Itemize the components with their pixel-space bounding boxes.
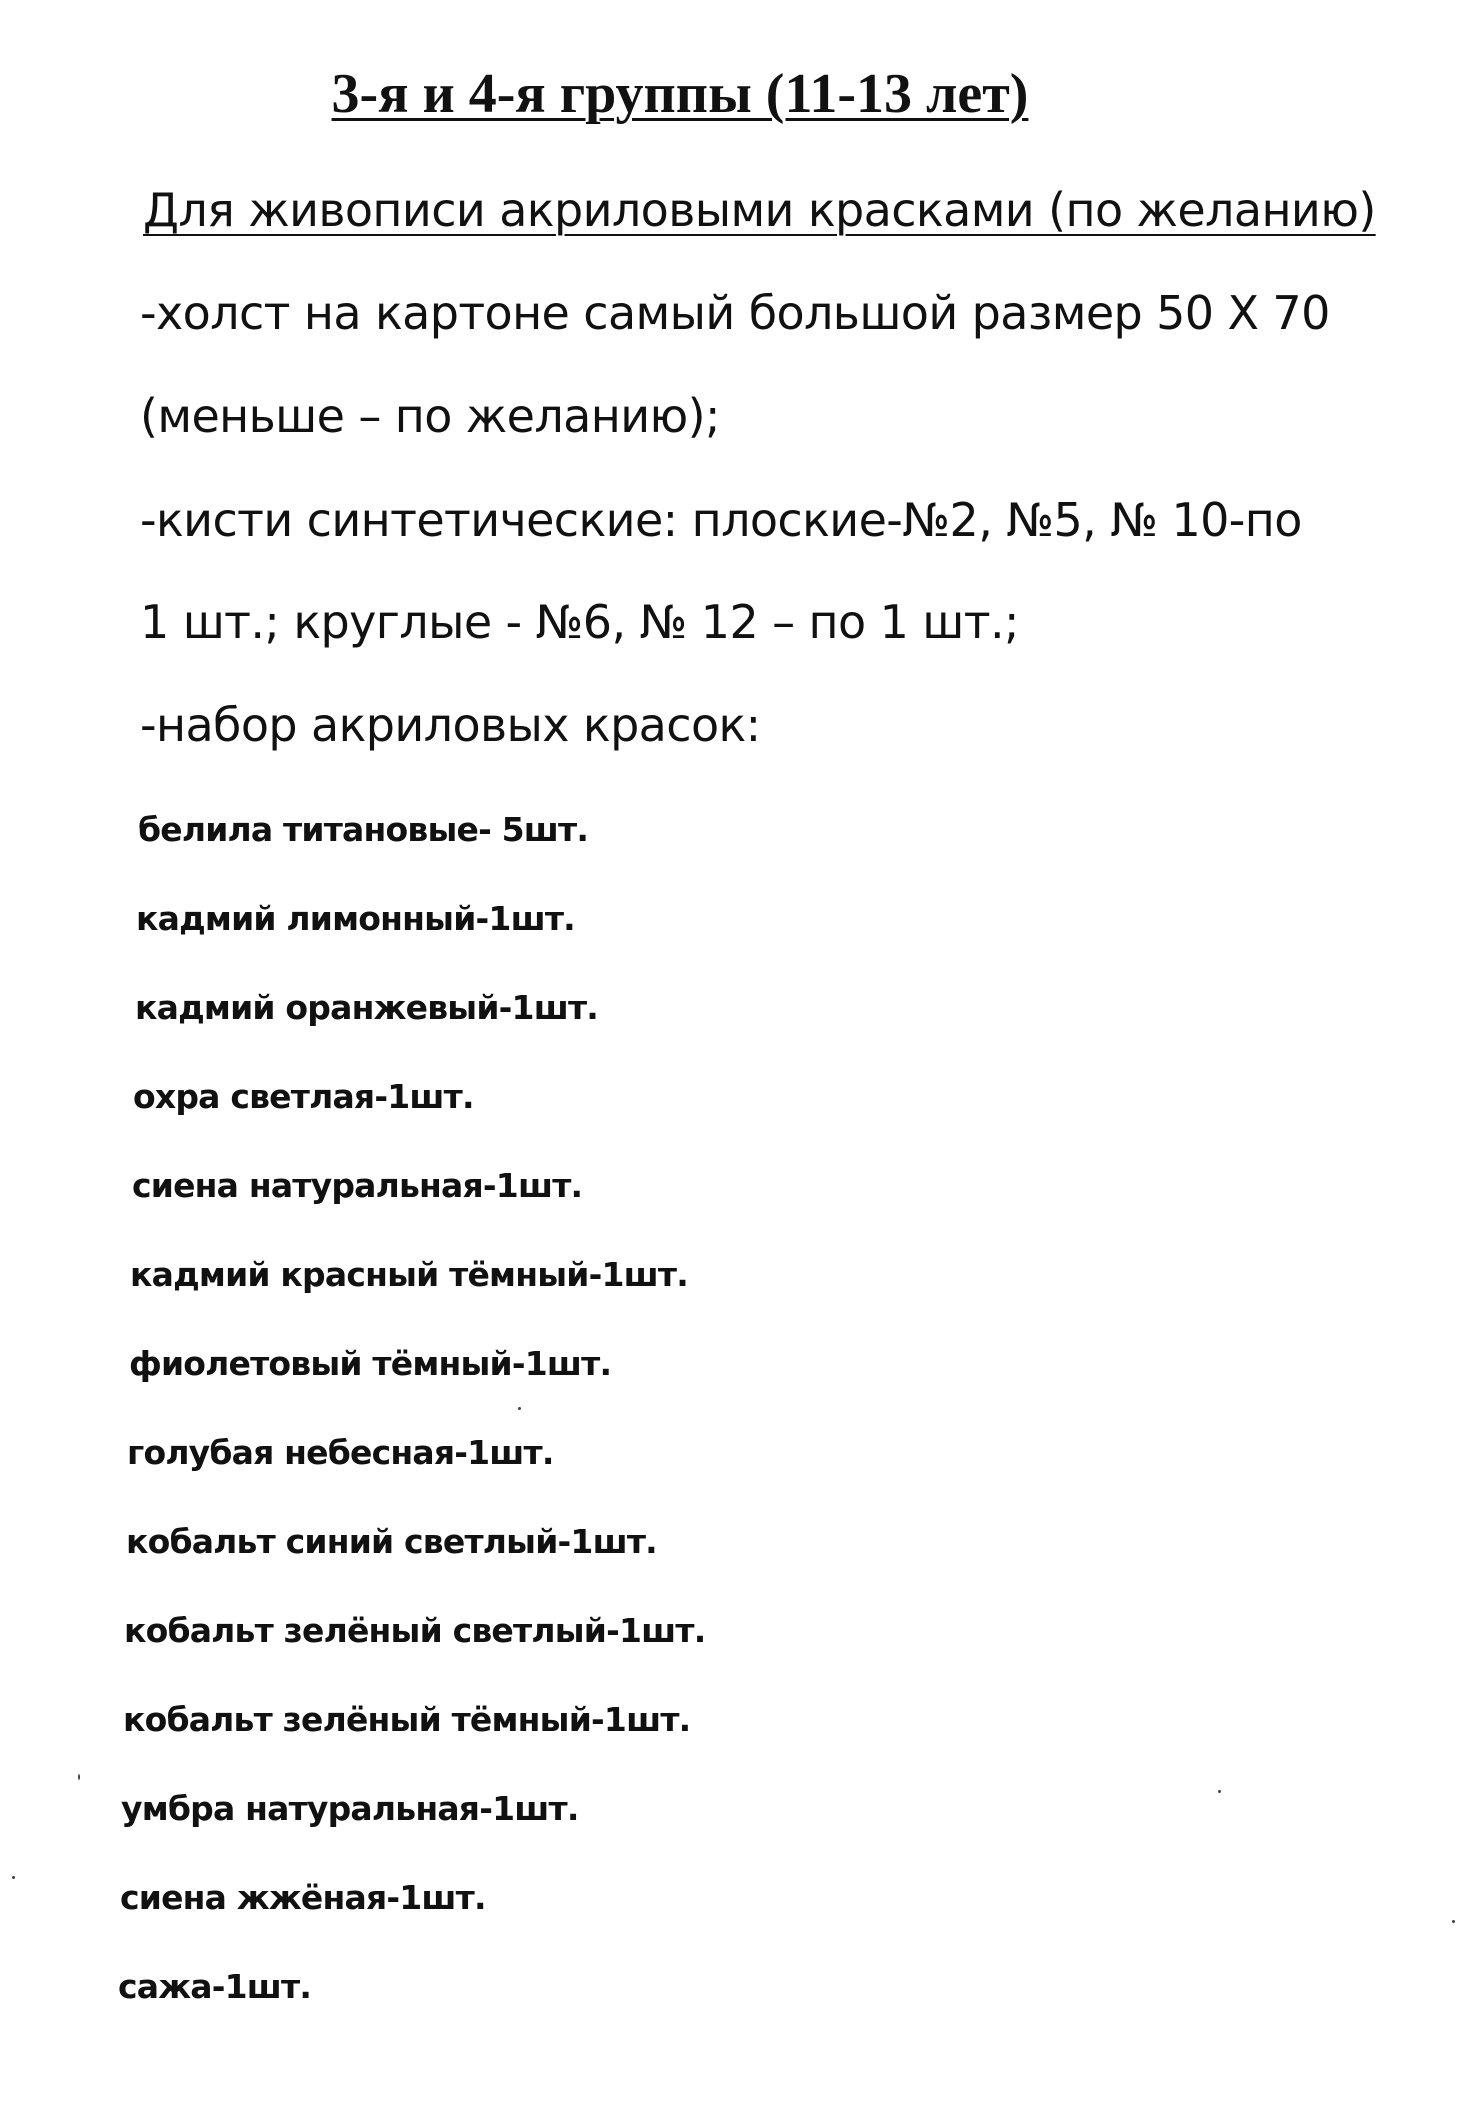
body-line-brushes-cont: 1 шт.; круглые - №6, № 12 – по 1 шт.; bbox=[140, 595, 1019, 649]
paint-item-lamp-black: сажа-1шт. bbox=[118, 1967, 312, 2006]
body-line-canvas-note: (меньше – по желанию); bbox=[140, 389, 720, 443]
paint-item-sky-blue: голубая небесная-1шт. bbox=[127, 1433, 554, 1472]
paint-item-cobalt-green-dark: кобальт зелёный тёмный-1шт. bbox=[123, 1700, 691, 1739]
paint-item-cadmium-red-dark: кадмий красный тёмный-1шт. bbox=[130, 1255, 688, 1294]
paint-item-raw-umber: умбра натуральная-1шт. bbox=[121, 1789, 579, 1828]
page-title: 3-я и 4-я группы (11-13 лет) bbox=[331, 63, 1029, 125]
paint-item-light-ochre: охра светлая-1шт. bbox=[133, 1077, 474, 1116]
scan-speck bbox=[518, 1407, 521, 1410]
paint-item-burnt-sienna: сиена жжёная-1шт. bbox=[120, 1878, 486, 1917]
body-line-canvas: -холст на картоне самый большой размер 50 Х 70 bbox=[140, 286, 1330, 340]
paint-item-cadmium-orange: кадмий оранжевый-1шт. bbox=[135, 988, 599, 1027]
paint-item-cadmium-lemon: кадмий лимонный-1шт. bbox=[136, 899, 575, 938]
scan-speck bbox=[1452, 1920, 1455, 1923]
paint-item-cobalt-green-light: кобальт зелёный светлый-1шт. bbox=[124, 1611, 706, 1650]
section-heading: Для живописи акриловыми красками (по желанию) bbox=[143, 183, 1376, 237]
scan-speck bbox=[78, 1774, 80, 1780]
scan-speck bbox=[12, 1876, 15, 1879]
scan-speck bbox=[1218, 1790, 1221, 1793]
paint-item-titanium-white: белила титановые- 5шт. bbox=[138, 810, 589, 849]
paint-item-raw-sienna: сиена натуральная-1шт. bbox=[132, 1166, 583, 1205]
paint-item-cobalt-blue-light: кобальт синий светлый-1шт. bbox=[126, 1522, 657, 1561]
body-line-brushes: -кисти синтетические: плоские-№2, №5, № 10-по bbox=[140, 493, 1302, 547]
paint-item-violet-dark: фиолетовый тёмный-1шт. bbox=[129, 1344, 612, 1383]
body-line-paint-set: -набор акриловых красок: bbox=[140, 698, 761, 752]
